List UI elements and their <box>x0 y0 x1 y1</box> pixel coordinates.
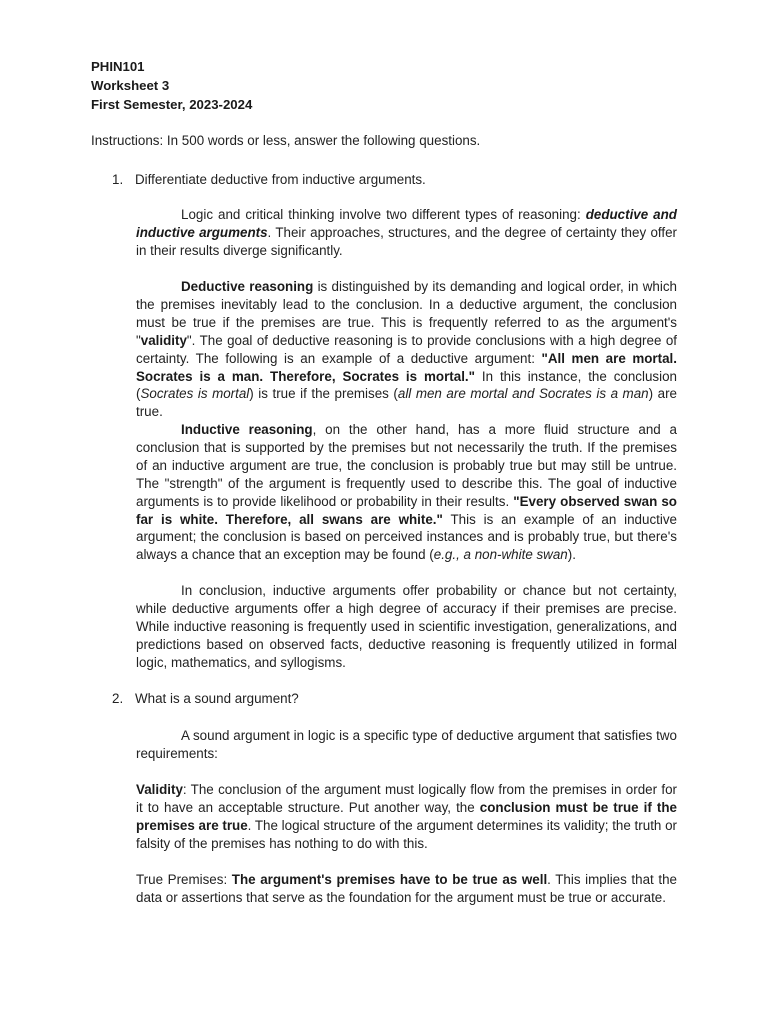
q2-p2-emphasis: conclusion must be true if the premises are true <box>136 799 678 833</box>
question-2-number: 2. <box>112 691 124 706</box>
inductive-reasoning-term: Inductive reasoning <box>181 422 313 437</box>
semester-label: First Semester, 2023-2024 <box>91 97 253 112</box>
q1-p3-text-2: This is an example of an inductive argument; the conclusion is based on perceived instances and is probably true, but there's always a chance that an exception may be found ( <box>136 511 677 563</box>
instructions-text: Instructions: In 500 words or less, answer the following questions. <box>91 133 481 148</box>
question-2 <box>112 689 299 708</box>
deductive-reasoning-term: Deductive reasoning <box>181 279 314 294</box>
q2-p3-emphasis: The argument's premises have to be true as well <box>231 872 548 887</box>
q2-paragraph-true-premises <box>136 871 677 907</box>
q1-p2-text-3: In this instance, the conclusion ( <box>136 368 677 402</box>
question-1-number: 1. <box>112 172 124 187</box>
q1-p2-text-2: ". The goal of deductive reasoning is to provide conclusions with a high degree of certainty. The following is an example of a deductive argument: <box>136 332 677 366</box>
q1-p1-emphasis: deductive and inductive arguments <box>136 207 677 240</box>
inductive-example: "Every observed swan so far is white. Therefore, all swans are white." <box>136 493 677 527</box>
q1-paragraph-intro <box>136 206 677 260</box>
q2-p2-text-1: : The conclusion of the argument must logically flow from the premises in order for it to have an acceptable structure. Put another way, the <box>136 782 677 815</box>
q1-p1-text-1: Logic and critical thinking involve two different types of reasoning: <box>181 207 586 222</box>
q2-p2-text-2: . The logical structure of the argument determines its validity; the truth or falsity of the premises has nothing to do with this. <box>136 817 677 851</box>
q1-paragraph-deductive <box>136 278 677 421</box>
q1-p3-text-3: ). <box>567 547 576 563</box>
q1-p2-text-5: ) are true. <box>136 386 677 420</box>
q1-p3-italic-1: e.g., a non-white swan <box>433 547 568 563</box>
q2-paragraph-intro: A sound argument in logic is a specific type of deductive argument that satisfies two requirements: <box>136 728 677 761</box>
q1-p1-text-2: . Their approaches, structures, and the degree of certainty they offer in their results diverge significantly. <box>136 224 678 258</box>
q2-p3-text-2: . This implies that the data or assertions that serve as the foundation for the argument must be true or accurate. <box>136 872 677 905</box>
validity-heading: Validity <box>136 782 183 797</box>
validity-term: validity <box>140 332 187 348</box>
q1-p2-text-4: ) is true if the premises ( <box>249 386 398 402</box>
worksheet-title: Worksheet 3 <box>91 78 170 93</box>
true-premises-heading: True Premises: <box>136 872 232 887</box>
q1-p2-text-1: is distinguished by its demanding and logical order, in which the premises inevitably lead to the conclusion. In a deductive argument, the conclusion must be true if the premises are true. This is frequently referred to as the argument's " <box>136 279 677 348</box>
question-1 <box>112 170 426 189</box>
course-code: PHIN101 <box>91 59 145 74</box>
q1-paragraph-conclusion: In conclusion, inductive arguments offer probability or chance but not certainty, while deductive arguments offer a high degree of accuracy if their premises are precise. While inductive reasoning is frequently used in scientific investigation, generalizations, and predictions based on observed facts, deductive reasoning is frequently utilized in formal logic, mathematics, and syllogisms. <box>136 583 677 670</box>
q1-p2-italic-1: Socrates is mortal <box>140 386 250 402</box>
q1-paragraph-inductive <box>136 421 677 564</box>
q2-paragraph-validity <box>136 781 677 853</box>
deductive-example: "All men are mortal. Socrates is a man. Therefore, Socrates is mortal." <box>136 350 677 384</box>
question-2-text: What is a sound argument? <box>135 691 299 706</box>
q1-p2-italic-2: all men are mortal and Socrates is a man <box>397 386 649 402</box>
document-header <box>91 57 252 114</box>
q1-p3-text-1: , on the other hand, has a more fluid structure and a conclusion that is supported by the premises but not necessarily the truth. If the premises of an inductive argument are true, the conclusion is probably true but may still be untrue. The "strength" of the argument is frequently used to describe this. The goal of inductive arguments is to provide likelihood or probability in their results. <box>136 422 677 509</box>
question-1-text: Differentiate deductive from inductive arguments. <box>135 172 426 187</box>
